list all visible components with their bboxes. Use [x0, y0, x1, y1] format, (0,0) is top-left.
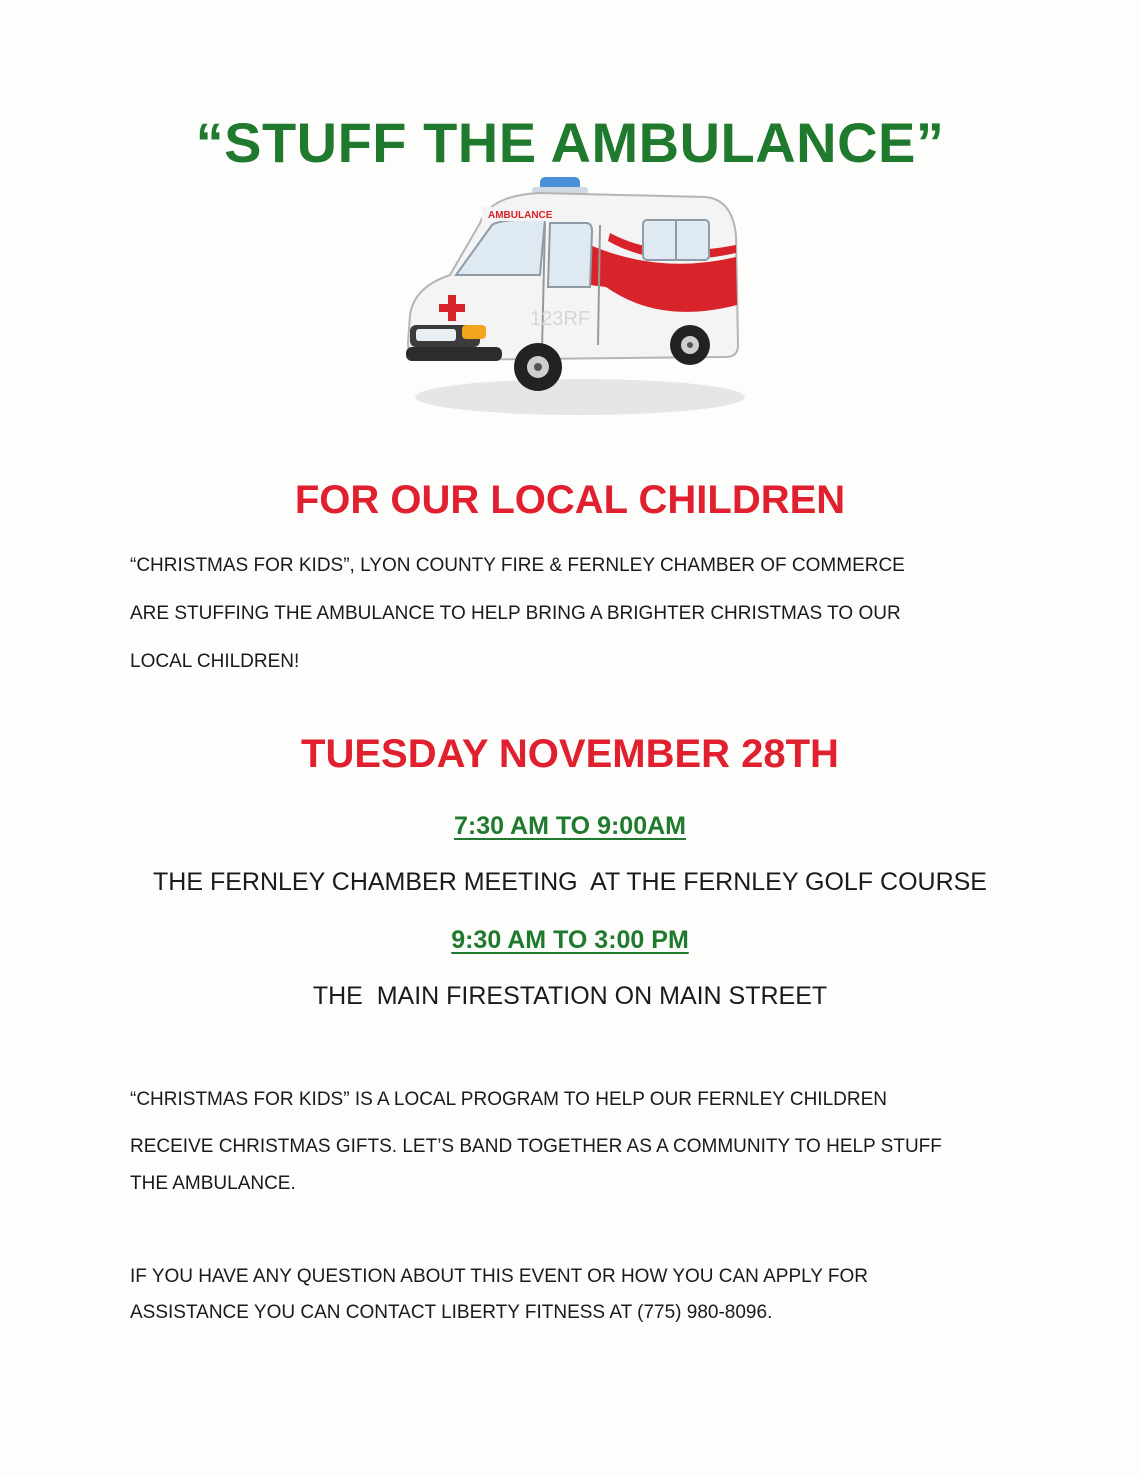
svg-text:AMBULANCE: AMBULANCE	[488, 210, 553, 221]
session-time-morning	[0, 812, 1140, 841]
contact-paragraph	[130, 1265, 1020, 1337]
contact-line: IF YOU HAVE ANY QUESTION ABOUT THIS EVENT OR HOW YOU CAN APPLY FOR	[130, 1266, 869, 1287]
intro-paragraph	[130, 554, 1020, 698]
session-time-day	[0, 926, 1140, 955]
session-time-text: 9:30 AM TO 3:00 PM	[451, 926, 689, 954]
program-paragraph	[130, 1088, 1020, 1202]
program-line: THE AMBULANCE.	[130, 1173, 296, 1194]
intro-line: “CHRISTMAS FOR KIDS”, LYON COUNTY FIRE & FERNLEY CHAMBER OF COMMERCE	[130, 555, 905, 576]
program-line: “CHRISTMAS FOR KIDS” IS A LOCAL PROGRAM TO HELP OUR FERNLEY CHILDREN	[130, 1089, 887, 1110]
session-time-text: 7:30 AM TO 9:00AM	[453, 812, 686, 840]
intro-line: ARE STUFFING THE AMBULANCE TO HELP BRING A BRIGHTER CHRISTMAS TO OUR	[130, 603, 901, 624]
svg-text:123RF: 123RF	[530, 308, 591, 330]
ambulance-icon	[400, 175, 745, 425]
session-location-firestation: THE MAIN FIRESTATION ON MAIN STREET	[312, 982, 828, 1010]
flyer-title: “STUFF THE AMBULANCE”	[195, 111, 945, 174]
for-local-children-heading: FOR OUR LOCAL CHILDREN	[294, 478, 846, 522]
event-date-heading: TUESDAY NOVEMBER 28TH	[301, 732, 839, 776]
contact-line: ASSISTANCE YOU CAN CONTACT LIBERTY FITNESS AT (775) 980-8096.	[130, 1302, 773, 1323]
intro-line: LOCAL CHILDREN!	[130, 651, 300, 672]
program-line: RECEIVE CHRISTMAS GIFTS. LET’S BAND TOGETHER AS A COMMUNITY TO HELP STUFF	[130, 1136, 942, 1157]
session-location-golf-course: THE FERNLEY CHAMBER MEETING AT THE FERNLEY GOLF COURSE	[153, 868, 987, 896]
